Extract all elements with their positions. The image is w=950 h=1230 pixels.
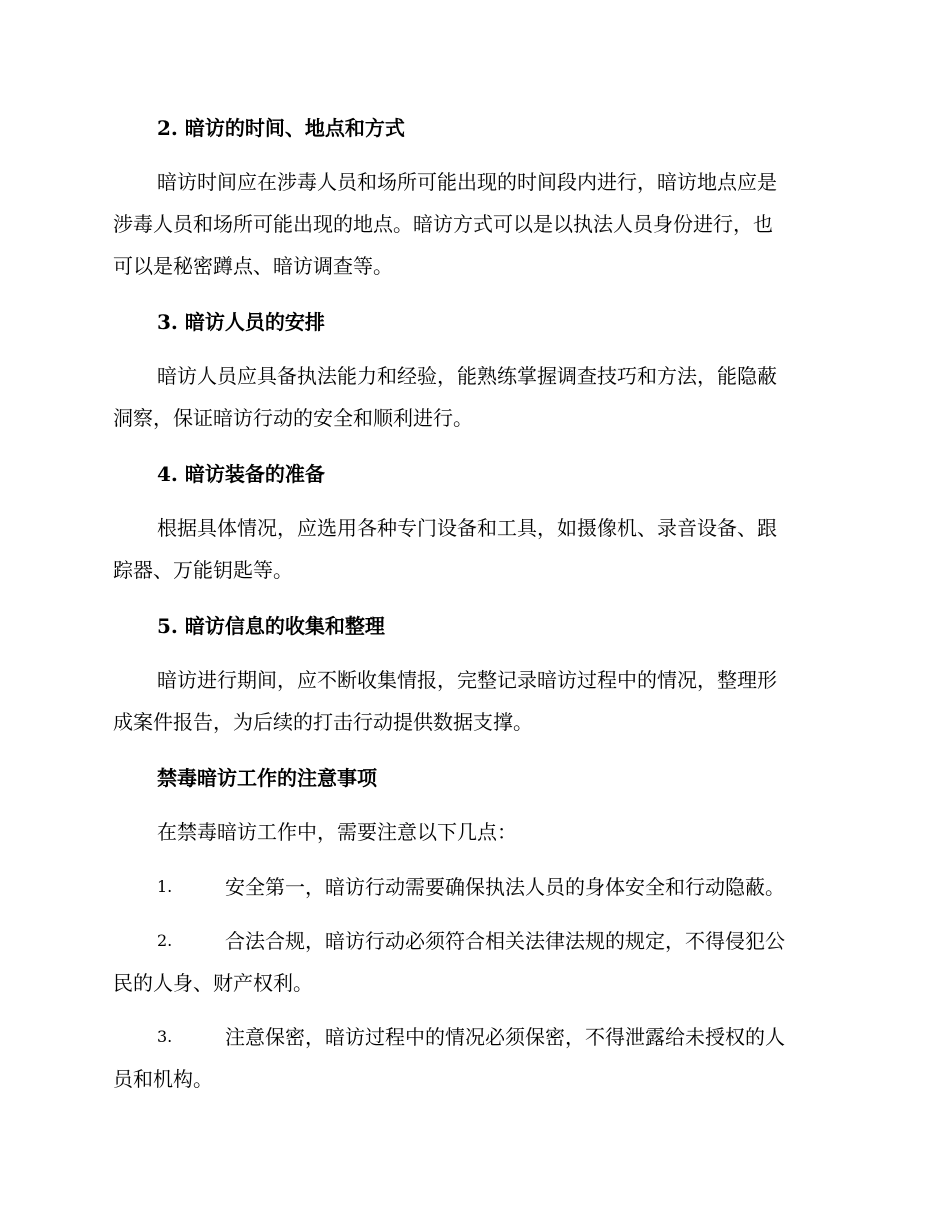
section-heading-5: 5. 暗访信息的收集和整理 (157, 614, 385, 638)
section-paragraph-3 (113, 355, 833, 439)
notes-intro (113, 811, 833, 853)
paragraph-line: 踪器、万能钥匙等。 (113, 558, 293, 582)
list-item-continuation: 员和机构。 (113, 1067, 213, 1091)
section-heading-2: 2. 暗访的时间、地点和方式 (157, 116, 405, 140)
paragraph-line: 根据具体情况，应选用各种专门设备和工具，如摄像机、录音设备、跟 (157, 516, 777, 540)
paragraph-line: 暗访进行期间，应不断收集情报，完整记录暗访过程中的情况，整理形 (157, 668, 777, 692)
section-heading-3: 3. 暗访人员的安排 (157, 310, 325, 334)
paragraph-line: 涉毒人员和场所可能出现的地点。暗访方式可以是以执法人员身份进行，也 (113, 212, 773, 236)
notes-list-item-1 (113, 866, 833, 908)
notes-list-item-2 (113, 920, 833, 1004)
paragraph-line: 暗访时间应在涉毒人员和场所可能出现的时间段内进行，暗访地点应是 (157, 170, 777, 194)
list-number: 3. (157, 1027, 173, 1046)
list-item-continuation: 民的人身、财产权利。 (113, 971, 313, 995)
list-item-text: 注意保密，暗访过程中的情况必须保密，不得泄露给未授权的人 (225, 1025, 785, 1049)
list-item-text: 合法合规，暗访行动必须符合相关法律法规的规定，不得侵犯公 (225, 929, 785, 953)
section-paragraph-2 (113, 161, 833, 287)
section-paragraph-5 (113, 659, 833, 743)
list-number: 1. (157, 877, 173, 896)
list-item-text: 安全第一，暗访行动需要确保执法人员的身体安全和行动隐蔽。 (225, 875, 785, 899)
paragraph-line: 洞察，保证暗访行动的安全和顺利进行。 (113, 406, 473, 430)
paragraph-line: 暗访人员应具备执法能力和经验，能熟练掌握调查技巧和方法，能隐蔽 (157, 364, 777, 388)
notes-heading: 禁毒暗访工作的注意事项 (157, 766, 377, 790)
paragraph-line: 成案件报告，为后续的打击行动提供数据支撑。 (113, 710, 533, 734)
paragraph-line: 在禁毒暗访工作中，需要注意以下几点： (157, 820, 517, 844)
section-heading-4: 4. 暗访装备的准备 (157, 462, 325, 486)
list-number: 2. (157, 931, 173, 950)
section-paragraph-4 (113, 507, 833, 591)
notes-list-item-3 (113, 1016, 833, 1100)
paragraph-line: 可以是秘密蹲点、暗访调查等。 (113, 254, 393, 278)
